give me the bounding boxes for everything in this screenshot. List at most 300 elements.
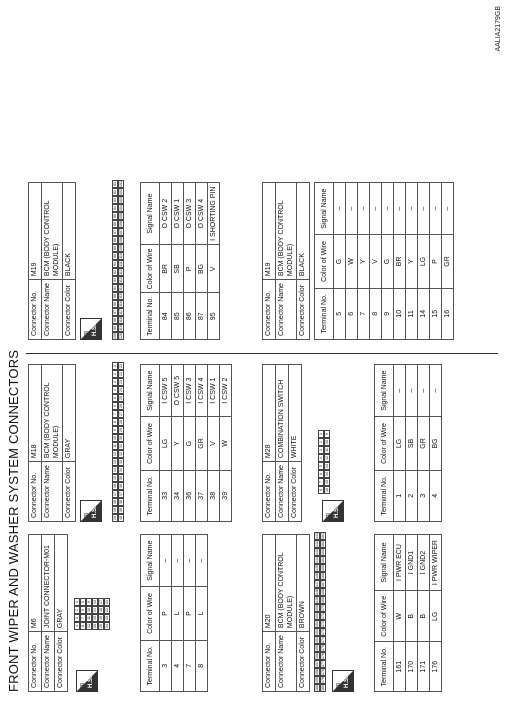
pin-cell: 146 <box>315 573 319 579</box>
pin-cell: 13 <box>113 460 117 464</box>
terminal-no-cell: 161 <box>394 642 406 692</box>
pin-cell: 9 <box>112 426 118 434</box>
connector-no: M18 <box>29 365 42 462</box>
wire-color-cell: Y <box>358 235 370 288</box>
pin-cell: 12 <box>113 452 117 456</box>
pin-cell: 154 <box>315 637 319 643</box>
wire-color-cell: V <box>208 245 220 293</box>
connector-info-table: Connector No. M28 Connector Name COMBINATION SWITCH Connector Color WHITE <box>262 364 302 522</box>
signal-name-cell: – <box>334 183 346 235</box>
signal-name-cell: I PWR WIPER <box>430 535 442 591</box>
pin-cell: 109 <box>119 245 123 251</box>
harness-side-icon: ⊞ H.S. <box>76 670 98 692</box>
signal-name-cell: I SHORTING PIN <box>208 183 220 245</box>
pin-cell: 9 <box>86 598 92 606</box>
pin-cell: 84 <box>113 206 117 210</box>
pin-cell: 96 <box>113 302 117 306</box>
wire-color-cell: BG <box>196 245 208 293</box>
pin-cell: 110 <box>119 253 123 259</box>
wire-color-cell: P <box>184 245 196 293</box>
pin-cell: 35 <box>119 476 123 480</box>
pin-cell: 32 <box>119 452 123 456</box>
terminal-no-cell: 85 <box>172 293 184 340</box>
pin-cell: 150 <box>315 605 319 611</box>
signal-name-cell: – <box>358 183 370 235</box>
pin-cell: 119 <box>119 325 123 331</box>
pin-cell: 118 <box>119 317 123 323</box>
terminal-no-cell: 15 <box>430 288 442 339</box>
wire-color-cell: BR <box>394 235 406 288</box>
pin-cell: 2 <box>112 370 118 378</box>
pin-cell: 17 <box>99 600 103 604</box>
pin-cell: 14 <box>93 608 97 612</box>
pin-cell: 8 <box>80 622 86 630</box>
connector-color: BROWN <box>297 535 310 632</box>
connector-info-table: Connector No. M19 Connector Name BCM (BODY CONTROL MODULE) Connector Color BLACK <box>262 182 310 340</box>
pin-cell: 148 <box>315 589 319 595</box>
connector-no: M28 <box>263 365 276 462</box>
pin-cell: 152 <box>315 621 319 627</box>
connector-color: GRAY <box>55 535 68 632</box>
pin-cell: 141 <box>315 533 319 539</box>
pin-cell: 177 <box>321 661 325 667</box>
pin-cell: 16 <box>113 484 117 488</box>
pin-cell: 159 <box>315 677 319 683</box>
connector-color: BLACK <box>297 183 310 280</box>
pin-cell: 112 <box>119 269 123 275</box>
terminal-no-cell: 171 <box>418 642 430 692</box>
connector-name: BCM (BODY CONTROL MODULE) <box>276 535 297 632</box>
pin-cell: 12 <box>325 456 329 460</box>
terminal-no-cell: 38 <box>208 470 220 521</box>
pin-cell: 9 <box>324 430 330 438</box>
pin-cell: 5 <box>80 598 86 606</box>
pin-cell: 15 <box>325 480 329 484</box>
harness-side-icon: ⊞ H.S. <box>80 500 102 522</box>
terminal-no-cell: 34 <box>172 470 184 521</box>
pin-cell: 4 <box>74 622 80 630</box>
pin-cell: 21 <box>119 364 123 368</box>
pin-cell: 95 <box>113 294 117 298</box>
wire-color-cell: B <box>406 591 418 642</box>
terminal-row <box>208 365 220 522</box>
pin-cell: 111 <box>119 261 123 267</box>
wire-color-cell: LG <box>394 417 406 470</box>
terminal-no-cell: 87 <box>196 293 208 340</box>
terminal-row <box>418 183 430 340</box>
signal-name-cell: O CSW 2 <box>160 183 172 245</box>
pin-cell: 92 <box>113 270 117 274</box>
signal-name-cell: – <box>406 183 418 235</box>
pin-cell: 116 <box>119 301 123 307</box>
terminal-row <box>418 365 430 522</box>
terminal-row <box>430 535 442 692</box>
signal-name-cell: – <box>346 183 358 235</box>
pin-cell: 108 <box>119 237 123 243</box>
pin-cell: 179 <box>321 677 325 683</box>
wire-color-cell: Y <box>406 235 418 288</box>
signal-name-cell: – <box>418 365 430 417</box>
pin-cell: 180 <box>321 685 325 691</box>
connector-info-table: Connector No. M6 Connector Name JOINT CONNECTOR-M01 Connector Color GRAY <box>28 534 68 692</box>
wire-color-cell: W <box>220 417 232 470</box>
connector-color: WHITE <box>289 365 302 462</box>
pin-cell: 88 <box>113 238 117 242</box>
terminal-row <box>358 183 370 340</box>
pin-cell: 23 <box>105 616 109 620</box>
pin-cell: 18 <box>113 500 117 504</box>
terminal-row <box>370 183 382 340</box>
pin-cell: 4 <box>112 386 118 394</box>
pin-cell: 33 <box>119 460 123 464</box>
wire-color-cell: L <box>196 587 208 640</box>
pin-cell: 174 <box>321 637 325 643</box>
wire-color-cell: G <box>382 235 394 288</box>
signal-name-cell: I GND2 <box>418 535 430 591</box>
pin-cell: 24 <box>119 388 123 392</box>
wire-color-cell: LG <box>430 591 442 642</box>
pin-cell: 106 <box>119 221 123 227</box>
pin-cell: 101 <box>119 181 123 187</box>
connector-block-m28 <box>262 364 492 522</box>
pin-cell: 160 <box>315 685 319 691</box>
pin-cell: 6 <box>112 402 118 410</box>
signal-name-cell: I CSW 4 <box>196 365 208 417</box>
connector-info-table: Connector No. M20 Connector Name BCM (BODY CONTROL MODULE) Connector Color BROWN <box>262 534 310 692</box>
terminal-row <box>346 183 358 340</box>
terminal-row <box>208 183 220 340</box>
terminal-no-cell: 37 <box>196 470 208 521</box>
pin-cell: 21 <box>105 600 109 604</box>
pin-cell: 12 <box>87 624 91 628</box>
wire-color-cell: GR <box>418 417 430 470</box>
terminal-no-cell: 2 <box>406 470 418 521</box>
connector-block-m6 <box>28 534 258 692</box>
terminal-no-cell: 36 <box>184 470 196 521</box>
terminal-no-cell: 4 <box>430 470 442 521</box>
pin-cell: 102 <box>119 189 123 195</box>
terminal-no-cell: 8 <box>370 288 382 339</box>
pin-cell: 10 <box>87 608 91 612</box>
terminal-row <box>196 365 208 522</box>
pin-cell: 98 <box>113 318 117 322</box>
signal-name-cell: – <box>394 183 406 235</box>
wire-color-cell: SB <box>406 417 418 470</box>
pin-cell: 163 <box>321 549 325 555</box>
pin-cell: 105 <box>119 213 123 219</box>
pin-cell: 175 <box>321 645 325 651</box>
pin-cell: 85 <box>113 214 117 218</box>
wire-color-cell: GR <box>196 417 208 470</box>
connector-name: BCM (BODY CONTROL MODULE) <box>276 183 297 280</box>
pin-cell: 4 <box>318 454 324 462</box>
pin-cell: 99 <box>113 326 117 330</box>
terminal-no-cell: 3 <box>418 470 430 521</box>
pin-cell: 7 <box>318 478 324 486</box>
pin-cell: 31 <box>119 444 123 448</box>
connector-block-m19 <box>28 182 258 340</box>
signal-table: Terminal No. Color of Wire Signal Name 161 W I PWR ECU 170 B I GND1 171 B I GND2 176 LG I PWR WIPER <box>374 534 442 692</box>
pin-cell: 39 <box>119 508 123 512</box>
connector-no: M19 <box>29 183 42 280</box>
terminal-no-cell: 86 <box>184 293 196 340</box>
terminal-row <box>196 183 208 340</box>
connector-color: GRAY <box>63 365 76 462</box>
pin-cell: 14 <box>325 472 329 476</box>
terminal-no-cell: 7 <box>358 288 370 339</box>
pin-cell: 120 <box>119 333 123 339</box>
wire-color-cell: P <box>184 587 196 640</box>
pin-cell: 115 <box>119 293 123 299</box>
pin-cell: 10 <box>325 440 329 444</box>
pin-cell: 16 <box>325 488 329 492</box>
signal-name-cell: O CSW 1 <box>172 183 184 245</box>
pin-cell: 114 <box>119 285 123 291</box>
pin-cell: 29 <box>119 428 123 432</box>
pin-cell: 83 <box>113 198 117 202</box>
pin-cell: 178 <box>321 669 325 675</box>
pin-cell: 15 <box>113 476 117 480</box>
pin-cell: 26 <box>119 404 123 408</box>
pin-cell: 168 <box>321 589 325 595</box>
connector-name: BCM (BODY CONTROL MODULE) <box>42 183 63 280</box>
wire-color-cell: LG <box>418 235 430 288</box>
terminal-no-cell: 14 <box>418 288 430 339</box>
wire-color-cell: P <box>160 587 172 640</box>
pin-cell: 94 <box>113 286 117 290</box>
terminal-row <box>394 183 406 340</box>
pin-cell: 90 <box>113 254 117 258</box>
pin-cell: 2 <box>318 438 324 446</box>
pin-cell: 37 <box>119 492 123 496</box>
terminal-no-cell: 5 <box>334 288 346 339</box>
pin-cell: 3 <box>74 614 80 622</box>
signal-name-cell: I CSW 2 <box>220 365 232 417</box>
terminal-row <box>430 183 442 340</box>
signal-name-cell: – <box>418 183 430 235</box>
wire-color-cell: G <box>334 235 346 288</box>
signal-name-cell: I CSW 5 <box>160 365 172 417</box>
pin-cell: 162 <box>321 541 325 547</box>
signal-table: Terminal No. Color of Wire Signal Name 84 BR O CSW 2 85 SB O CSW 1 86 P O CSW 3 87 BG O CSW 4 95 V I SHORTING PIN <box>140 182 220 340</box>
pin-cell: 19 <box>99 616 103 620</box>
pin-cell: 151 <box>315 613 319 619</box>
connector-no: M6 <box>29 535 42 632</box>
pin-cell: 17 <box>113 492 117 496</box>
terminal-row <box>442 183 454 340</box>
pin-cell: 89 <box>113 246 117 250</box>
signal-name-cell: – <box>442 183 454 235</box>
wire-color-cell: BG <box>430 417 442 470</box>
pin-cell: 5 <box>112 394 118 402</box>
harness-side-icon: ⊞ H.S. <box>80 318 102 340</box>
pin-cell: 93 <box>113 278 117 282</box>
pin-cell: 104 <box>119 205 123 211</box>
pin-cell: 167 <box>321 581 325 587</box>
connector-block-m20 <box>262 534 492 692</box>
wire-color-cell: SB <box>172 245 184 293</box>
pin-cell: 11 <box>324 446 330 454</box>
pin-cell: 7 <box>112 410 118 418</box>
signal-name-cell: O CSW 5 <box>172 365 184 417</box>
terminal-row <box>172 183 184 340</box>
pin-cell: 169 <box>321 597 325 603</box>
terminal-no-cell: 176 <box>430 642 442 692</box>
pin-cell: 23 <box>119 380 123 384</box>
signal-table: Terminal No. Color of Wire Signal Name 33 LG I CSW 5 34 Y O CSW 5 36 G I CSW 3 37 GR I CSW 4 38 V I CSW 1 39 W I CSW 2 <box>140 364 232 522</box>
pin-cell: 18 <box>99 608 103 612</box>
pin-cell: 149 <box>315 597 319 603</box>
wire-color-cell: V <box>370 235 382 288</box>
wire-color-cell: G <box>184 417 196 470</box>
wire-color-cell: P <box>430 235 442 288</box>
pin-cell: 91 <box>113 262 117 266</box>
pin-cell: 158 <box>315 669 319 675</box>
signal-name-cell: – <box>184 535 196 587</box>
terminal-no-cell: 6 <box>346 288 358 339</box>
pin-cell: 15 <box>93 616 97 620</box>
pin-cell: 171 <box>321 613 325 619</box>
terminal-no-cell: 33 <box>160 470 172 521</box>
pin-cell: 3 <box>112 378 118 386</box>
wire-color-cell: B <box>418 591 430 642</box>
terminal-row <box>334 183 346 340</box>
terminal-row <box>406 183 418 340</box>
pin-cell: 143 <box>315 549 319 555</box>
signal-name-cell: – <box>430 365 442 417</box>
terminal-row <box>184 535 196 692</box>
pin-cell: 6 <box>80 606 86 614</box>
wire-color-cell: W <box>346 235 358 288</box>
wire-color-cell: Y <box>172 417 184 470</box>
terminal-row <box>406 535 418 692</box>
wire-color-cell: GR <box>442 235 454 288</box>
terminal-no-cell: 1 <box>394 470 406 521</box>
pin-cell: 11 <box>112 442 118 450</box>
terminal-row <box>220 365 232 522</box>
pin-cell: 8 <box>112 418 118 426</box>
pin-cell: 107 <box>119 229 123 235</box>
pin-cell: 155 <box>315 645 319 651</box>
terminal-row <box>160 535 172 692</box>
terminal-row <box>160 183 172 340</box>
terminal-no-cell: 9 <box>382 288 394 339</box>
pin-cell: 165 <box>321 565 325 571</box>
column-divider <box>26 353 498 354</box>
signal-name-cell: I GND1 <box>406 535 418 591</box>
pin-cell: 5 <box>318 462 324 470</box>
pin-cell: 176 <box>321 653 325 659</box>
connector-no: M19 <box>263 183 276 280</box>
pin-cell: 166 <box>321 573 325 579</box>
pin-cell: 173 <box>321 629 325 635</box>
pin-cell: 2 <box>74 606 80 614</box>
pin-cell: 13 <box>325 464 329 468</box>
terminal-no-cell: 170 <box>406 642 418 692</box>
connector-info-table: Connector No. M19 Connector Name BCM (BODY CONTROL MODULE) Connector Color BLACK <box>28 182 76 340</box>
terminal-row <box>430 365 442 522</box>
signal-name-cell: – <box>430 183 442 235</box>
pin-cell: 19 <box>113 508 117 512</box>
pin-cell: 1 <box>112 362 118 370</box>
pin-cell: 161 <box>321 533 325 539</box>
pin-cell: 22 <box>119 372 123 376</box>
terminal-row <box>406 365 418 522</box>
pin-cell: 81 <box>113 182 117 186</box>
pin-cell: 1 <box>318 430 324 438</box>
signal-name-cell: – <box>172 535 184 587</box>
signal-name-cell: I CSW 1 <box>208 365 220 417</box>
terminal-no-cell: 16 <box>442 288 454 339</box>
pin-cell: 153 <box>315 629 319 635</box>
pin-cell: 28 <box>119 420 123 424</box>
pin-cell: 100 <box>113 333 117 339</box>
terminal-no-cell: 95 <box>208 293 220 340</box>
pin-cell: 82 <box>113 190 117 194</box>
pin-cell: 164 <box>321 557 325 563</box>
harness-side-icon: ⊞ H.S. <box>322 500 344 522</box>
connector-block-m18 <box>28 364 258 522</box>
pin-cell: 20 <box>113 516 117 520</box>
connector-name: BCM (BODY CONTROL MODULE) <box>42 365 63 462</box>
pin-cell: 11 <box>86 614 92 622</box>
wire-color-cell: L <box>172 587 184 640</box>
pin-cell: 87 <box>113 230 117 234</box>
signal-name-cell: I PWR ECU <box>394 535 406 591</box>
terminal-no-cell: 3 <box>160 640 172 691</box>
pin-cell: 1 <box>74 598 80 606</box>
signal-name-cell: O CSW 4 <box>196 183 208 245</box>
figure-code: AALIA2179GB <box>495 6 502 52</box>
pin-cell: 30 <box>119 436 123 440</box>
pin-cell: 145 <box>315 565 319 571</box>
signal-table: Terminal No. Color of Wire Signal Name 3 P – 4 L – 7 P – 8 L – <box>140 534 208 692</box>
pin-cell: 170 <box>321 605 325 611</box>
connector-name: JOINT CONNECTOR-M01 <box>42 535 55 632</box>
terminal-no-cell: 84 <box>160 293 172 340</box>
connector-name: COMBINATION SWITCH <box>276 365 289 462</box>
signal-name-cell: I CSW 3 <box>184 365 196 417</box>
pin-cell: 36 <box>119 484 123 488</box>
pin-cell: 40 <box>119 516 123 520</box>
terminal-row <box>394 365 406 522</box>
signal-name-cell: – <box>196 535 208 587</box>
pin-cell: 6 <box>318 470 324 478</box>
pin-cell: 14 <box>113 468 117 472</box>
pin-cell: 24 <box>105 624 109 628</box>
connector-block-m19-continued <box>262 182 492 340</box>
signal-name-cell: – <box>370 183 382 235</box>
signal-name-cell: O CSW 3 <box>184 183 196 245</box>
pin-cell: 86 <box>113 222 117 226</box>
pin-cell: 20 <box>99 624 103 628</box>
terminal-no-cell: 8 <box>196 640 208 691</box>
pin-cell: 22 <box>105 608 109 612</box>
wire-color-cell: LG <box>160 417 172 470</box>
terminal-no-cell: 10 <box>394 288 406 339</box>
pin-cell: 13 <box>93 600 97 604</box>
page-title: FRONT WIPER AND WASHER SYSTEM CONNECTORS <box>6 349 21 692</box>
terminal-no-cell: 4 <box>172 640 184 691</box>
pin-cell: 3 <box>318 446 324 454</box>
pin-cell: 8 <box>318 486 324 494</box>
signal-name-cell: – <box>406 365 418 417</box>
signal-name-cell: – <box>394 365 406 417</box>
pin-cell: 10 <box>113 436 117 440</box>
wire-color-cell: BR <box>160 245 172 293</box>
signal-table: Terminal No. Color of Wire Signal Name 1 LG – 2 SB – 3 GR – 4 BG – <box>374 364 442 522</box>
pin-cell: 34 <box>119 468 123 472</box>
